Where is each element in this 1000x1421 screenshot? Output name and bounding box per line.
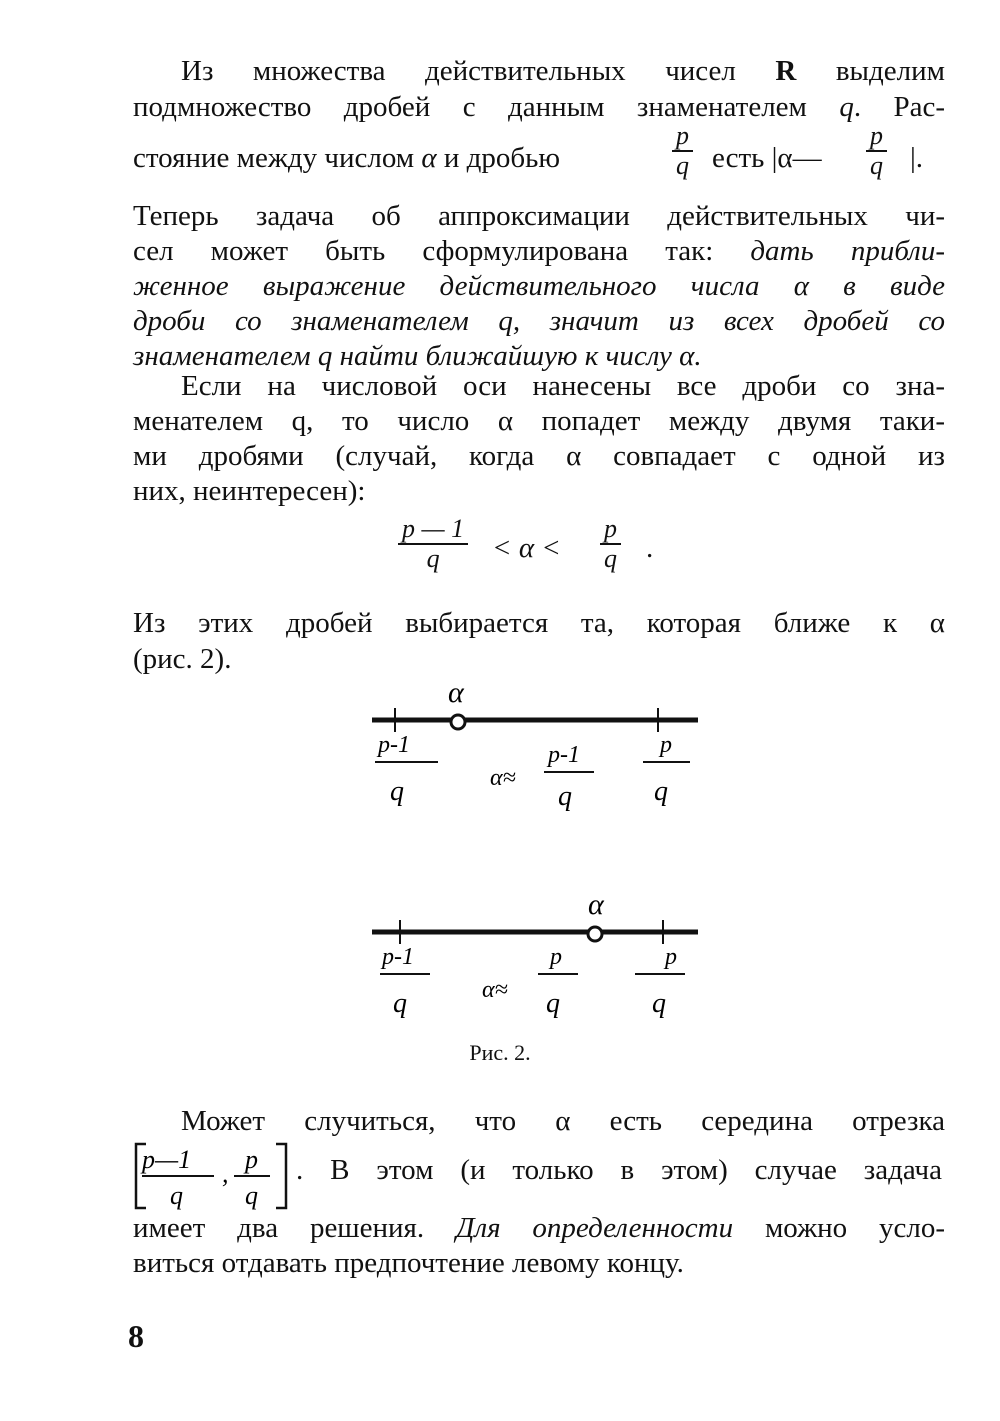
alpha-label: α <box>588 888 604 921</box>
text: ми дробями (случай, когда α совпадает с одной из <box>133 440 945 472</box>
text: можно усло- <box>733 1212 945 1244</box>
seg-right-den: q <box>245 1181 258 1210</box>
mid-fraction-den: q <box>546 988 560 1019</box>
inequality-middle <box>492 530 561 566</box>
text: . Рас- <box>853 91 946 123</box>
text: < α < <box>492 532 561 564</box>
para3-line2 <box>133 403 945 439</box>
text: Теперь задача об аппроксимации действительных чи- <box>133 200 945 232</box>
text: Может случиться, что α есть середина отрезка <box>181 1105 945 1137</box>
seg-comma: , <box>222 1159 229 1188</box>
alpha-point <box>451 715 465 729</box>
numerator: p — 1 <box>398 515 468 545</box>
para1-line3b <box>712 140 822 176</box>
text: |. <box>910 142 924 174</box>
para2-line3 <box>133 268 945 304</box>
approx-lhs: α≈ <box>482 977 508 1003</box>
left-fraction-den: q <box>393 988 407 1019</box>
para4-line1 <box>133 605 945 641</box>
italic-text: знаменателем q найти ближайшую к числу α. <box>133 340 702 372</box>
denominator: q <box>676 151 689 180</box>
italic-text: Для определенности <box>456 1212 734 1244</box>
text: подмножество дробей с данным знаменателем <box>133 91 840 123</box>
figure-number-line-bottom <box>360 882 710 1032</box>
text: (рис. 2). <box>133 643 232 675</box>
text: Из множества действительных чисел <box>181 55 776 87</box>
text: них, неинтересен): <box>133 475 366 507</box>
italic-text: дроби со знаменателем q, значит из всех дробей со <box>133 305 945 337</box>
para3-line4 <box>133 473 945 509</box>
para2-line4 <box>133 303 945 339</box>
para1-line2 <box>133 89 945 125</box>
fraction-p-q-abs <box>866 122 887 180</box>
caption-text: Рис. 2. <box>469 1040 531 1065</box>
para3-line1 <box>133 368 945 404</box>
italic-text: женное выражение действительного числа α в виде <box>133 270 945 302</box>
text: . В этом (и только в этом) случае задача <box>296 1154 942 1186</box>
page-number <box>128 1318 144 1355</box>
numerator: p <box>866 122 887 152</box>
para1-line3a <box>133 140 560 176</box>
denominator: q <box>870 151 883 180</box>
right-fraction-den: q <box>654 776 668 807</box>
right-fraction-den: q <box>652 988 666 1019</box>
text: . <box>646 532 654 564</box>
alpha-label: α <box>448 676 464 709</box>
page-number-text: 8 <box>128 1318 144 1354</box>
segment-bracket <box>130 1140 295 1212</box>
para5-line3 <box>133 1210 945 1246</box>
set-R: R <box>775 55 797 87</box>
approx-lhs: α≈ <box>490 765 516 791</box>
figure-caption <box>0 1040 1000 1066</box>
mid-fraction-num: p-1 <box>548 742 580 768</box>
para2-line1 <box>133 198 945 234</box>
fraction-p-q <box>672 122 693 180</box>
figure-number-line-top <box>360 670 710 820</box>
text: Если на числовой оси нанесены все дроби со зна- <box>181 370 945 402</box>
para1-line1 <box>133 53 945 89</box>
text: Из этих дробей выбирается та, которая ближе к α <box>133 607 945 639</box>
alpha-point <box>588 927 602 941</box>
alpha: α <box>421 142 437 174</box>
denominator: q <box>604 544 617 573</box>
text: и дробью <box>436 142 561 174</box>
text: стояние между числом <box>133 142 422 174</box>
var-q: q <box>839 91 854 123</box>
text: виться отдавать предпочтение левому концу. <box>133 1247 684 1279</box>
denominator: q <box>426 544 440 573</box>
seg-left-den: q <box>170 1181 183 1210</box>
right-fraction-num: p <box>665 944 677 970</box>
mid-fraction-num: p <box>550 944 562 970</box>
text: менателем q, то число α попадет между двумя таки- <box>133 405 945 437</box>
abs-close <box>910 140 923 176</box>
text: выделим <box>796 55 945 87</box>
left-fraction-num: p-1 <box>382 944 414 970</box>
bracket-right <box>276 1144 286 1208</box>
text: есть |α— <box>712 142 822 174</box>
right-fraction-num: p <box>660 732 672 758</box>
text: сел может быть сформулирована так: <box>133 235 751 267</box>
text: имеет два решения. <box>133 1212 456 1244</box>
para3-line3 <box>133 438 945 474</box>
para5-line1 <box>133 1103 945 1139</box>
para5-line4 <box>133 1245 945 1281</box>
left-fraction-den: q <box>390 776 404 807</box>
left-fraction-num: p-1 <box>378 732 410 758</box>
italic-text: дать прибли- <box>750 235 945 267</box>
seg-right-num: p <box>245 1145 258 1174</box>
para5-line2 <box>296 1152 942 1188</box>
inequality-left-fraction <box>398 515 468 573</box>
numerator: p <box>600 515 621 545</box>
inequality-right-fraction <box>600 515 621 573</box>
para2-line2 <box>133 233 945 269</box>
numerator: p <box>672 122 693 152</box>
seg-left-num: p—1 <box>142 1145 192 1174</box>
mid-fraction-den: q <box>558 781 572 812</box>
inequality-end <box>646 530 653 566</box>
